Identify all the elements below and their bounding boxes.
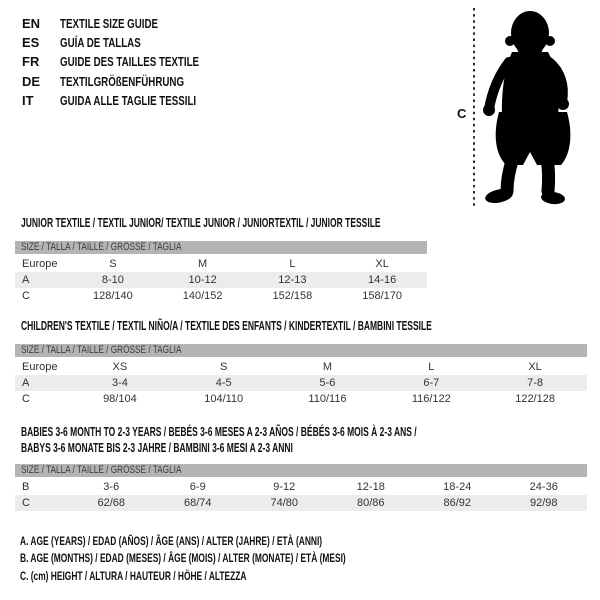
table-cell: 104/110	[204, 393, 244, 405]
language-item	[22, 33, 245, 52]
size-header-label: SIZE / TALLA / TAILLE / GRÖSSE / TAGLIA	[21, 241, 182, 253]
table-cell: 140/152	[182, 290, 223, 302]
table-cell: 62/68	[97, 497, 126, 509]
table-cell: 68/74	[183, 497, 212, 509]
table-cell: XS	[112, 361, 128, 373]
language-code: IT	[22, 92, 34, 108]
table-cell: 158/170	[362, 290, 402, 302]
language-item	[22, 52, 245, 71]
table-cell: 18-24	[443, 481, 472, 493]
table-cell: 92/98	[529, 497, 558, 509]
row-label-cell: A	[22, 274, 30, 286]
row-label-cell: C	[22, 290, 30, 302]
table-cell: 86/92	[443, 497, 472, 509]
table-title-line: BABIES 3-6 MONTH TO 2-3 YEARS / BEBÉS 3-6 MESES A 2-3 AÑOS / BÉBÉS 3-6 MOIS À 2-3 ANS /	[21, 425, 417, 439]
language-item	[22, 91, 245, 110]
table-cell: 4-5	[215, 377, 232, 389]
table-cell: 10-12	[188, 274, 217, 286]
language-label: TEXTILE SIZE GUIDE	[60, 16, 159, 32]
language-label: GUÍA DE TALLAS	[60, 35, 141, 51]
row-label-cell: B	[22, 481, 30, 493]
size-header-label: SIZE / TALLA / TAILLE / GRÖSSE / TAGLIA	[21, 344, 182, 356]
legend-line: A. AGE (YEARS) / EDAD (AÑOS) / ÂGE (ANS) / ALTER (JAHRE) / ETÀ (ANNI)	[20, 534, 323, 548]
table-row	[15, 391, 587, 407]
legend-line: B. AGE (MONTHS) / EDAD (MESES) / ÂGE (MOIS) / ALTER (MONATE) / ETÀ (MESI)	[20, 551, 346, 566]
language-label: GUIDE DES TAILLES TEXTILE	[60, 54, 200, 70]
language-item	[22, 14, 245, 33]
table-cell: 12-13	[278, 274, 307, 286]
children-textile-table	[15, 318, 587, 407]
table-row	[15, 375, 587, 391]
junior-textile-table	[15, 215, 427, 304]
table-rows	[15, 359, 587, 407]
language-label: TEXTILGRÖßENFÜHRUNG	[60, 73, 185, 89]
table-cell: 12-18	[356, 481, 385, 493]
table-cell: M	[198, 258, 208, 270]
row-label-cell: Europe	[22, 361, 58, 373]
size-header-bar	[15, 464, 587, 477]
table-cell: 5-6	[319, 377, 336, 389]
language-item	[22, 72, 245, 91]
babies-textile-table	[15, 424, 587, 511]
language-code: ES	[22, 35, 40, 51]
table-cell: L	[428, 361, 435, 373]
row-label-cell: Europe	[22, 258, 58, 270]
table-cell: 74/80	[270, 497, 299, 509]
size-header-label: SIZE / TALLA / TAILLE / GRÖSSE / TAGLIA	[21, 464, 182, 476]
row-label-cell: A	[22, 377, 30, 389]
table-cell: L	[289, 258, 296, 270]
table-cell: XL	[528, 361, 542, 373]
table-row	[15, 495, 587, 511]
size-header-bar	[15, 344, 587, 357]
table-cell: 3-6	[103, 481, 120, 493]
table-title-line: JUNIOR TEXTILE / TEXTIL JUNIOR/ TEXTILE JUNIOR / JUNIORTEXTIL / JUNIOR TESSILE	[21, 216, 381, 230]
table-cell: 128/140	[92, 290, 133, 302]
table-cell: S	[220, 361, 228, 373]
table-cell: 9-12	[273, 481, 296, 493]
table-title	[21, 424, 587, 456]
table-rows	[15, 256, 427, 304]
table-title	[21, 318, 587, 334]
row-label-cell: C	[22, 497, 30, 509]
table-title	[21, 215, 427, 231]
table-cell: 14-16	[368, 274, 397, 286]
size-header-bar	[15, 241, 427, 254]
language-code: FR	[22, 54, 40, 70]
table-cell: 8-10	[101, 274, 124, 286]
language-code: DE	[22, 73, 41, 89]
language-label: GUIDA ALLE TAGLIE TESSILI	[60, 92, 197, 108]
table-cell: 6-7	[423, 377, 440, 389]
table-cell: XL	[375, 258, 389, 270]
table-row	[15, 256, 427, 272]
table-row	[15, 288, 427, 304]
legend	[20, 533, 485, 585]
table-cell: 152/158	[272, 290, 313, 302]
height-measure-line	[472, 8, 476, 206]
table-row	[15, 272, 427, 288]
table-cell: S	[109, 258, 117, 270]
table-cell: 98/104	[103, 393, 137, 405]
table-cell: 116/122	[411, 393, 451, 405]
baby-silhouette-icon	[479, 8, 596, 206]
table-row	[15, 359, 587, 375]
table-row	[15, 479, 587, 495]
table-title-line: BABYS 3-6 MONATE BIS 2-3 JAHRE / BAMBINI 3-6 MESI A 2-3 ANNI	[21, 441, 293, 455]
table-cell: 110/116	[308, 393, 347, 405]
table-rows	[15, 479, 587, 511]
table-cell: M	[322, 361, 333, 373]
language-list	[22, 14, 245, 110]
table-cell: 7-8	[527, 377, 544, 389]
row-label-cell: C	[22, 393, 30, 405]
table-title-line: CHILDREN'S TEXTILE / TEXTIL NIÑO/A / TEXTILE DES ENFANTS / KINDERTEXTIL / BAMBINI TESSILE	[21, 319, 432, 333]
table-cell: 122/128	[515, 393, 555, 405]
language-code: EN	[22, 16, 41, 32]
legend-line: C. (cm) HEIGHT / ALTURA / HAUTEUR / HÖHE / ALTEZZA	[20, 568, 247, 583]
table-cell: 80/86	[356, 497, 385, 509]
table-cell: 24-36	[529, 481, 558, 493]
table-cell: 3-4	[111, 377, 128, 389]
height-measure-label: C	[457, 106, 467, 121]
table-cell: 6-9	[189, 481, 206, 493]
